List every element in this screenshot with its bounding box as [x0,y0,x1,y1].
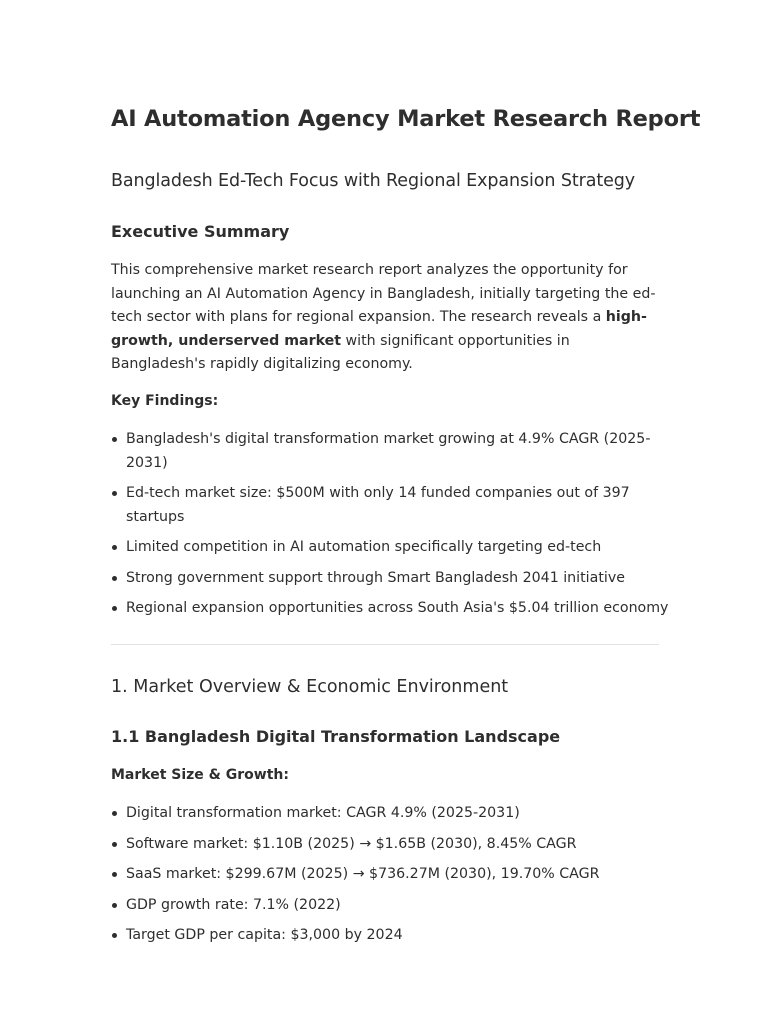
market-item-text: SaaS market: $299.67M (2025) → $736.27M (2030), 19.70% CAGR [126,866,600,882]
market-item-text: Target GDP per capita: $3,000 by 2024 [126,927,403,943]
list-item [111,597,669,621]
bullet-icon [112,545,117,550]
key-findings-label: Key Findings: [111,393,219,409]
list-item [111,536,661,560]
subsection-heading: 1.1 Bangladesh Digital Transformation Landscape [111,727,561,746]
list-item [111,924,661,948]
key-finding-text: Strong government support through Smart Bangladesh 2041 initiative [126,569,625,586]
list-item [111,567,661,591]
intro-text-part2: with significant opportunities in Bangladesh's rapidly digitalizing economy. [111,332,570,372]
bullet-icon [112,437,117,442]
market-item-text: Software market: $1.10B (2025) → $1.65B (2030), 8.45% CAGR [126,835,577,852]
key-finding-text: Regional expansion opportunities across South Asia's $5.04 trillion economy [126,600,669,616]
bullet-icon [112,903,117,908]
bullet-icon [112,606,117,611]
list-item [111,482,661,529]
bullet-icon [112,811,117,816]
bullet-icon [112,842,117,847]
executive-summary-paragraph [111,259,659,377]
market-size-label: Market Size & Growth: [111,767,289,783]
list-item [111,802,661,826]
list-item [111,863,661,887]
report-subtitle: Bangladesh Ed-Tech Focus with Regional Expansion Strategy [111,171,636,191]
section-divider [111,644,659,645]
list-item [111,894,661,918]
market-item-text: Digital transformation market: CAGR 4.9% (2025-2031) [126,805,520,821]
intro-text-bold: high-growth, underserved market [111,309,647,349]
list-item [111,833,661,857]
intro-text-part1: This comprehensive market research report analyzes the opportunity for launching an AI Automation Agency in Bangladesh, initially targeting the ed-tech sector with plans for regional expansion. The research reveals a [111,262,656,325]
list-item [111,428,661,475]
key-finding-text: Limited competition in AI automation specifically targeting ed-tech [126,539,602,555]
section-heading: 1. Market Overview & Economic Environment [111,677,509,697]
bullet-icon [112,491,117,496]
report-title: AI Automation Agency Market Research Report [111,106,701,132]
executive-summary-heading: Executive Summary [111,222,290,241]
market-item-text: GDP growth rate: 7.1% (2022) [126,896,341,913]
key-findings-list [111,428,669,628]
bullet-icon [112,933,117,938]
key-finding-text: Bangladesh's digital transformation market growing at 4.9% CAGR (2025-2031) [126,431,651,471]
bullet-icon [112,872,117,877]
key-finding-text: Ed-tech market size: $500M with only 14 funded companies out of 397 startups [126,485,630,525]
market-size-list [111,802,661,955]
bullet-icon [112,576,117,581]
